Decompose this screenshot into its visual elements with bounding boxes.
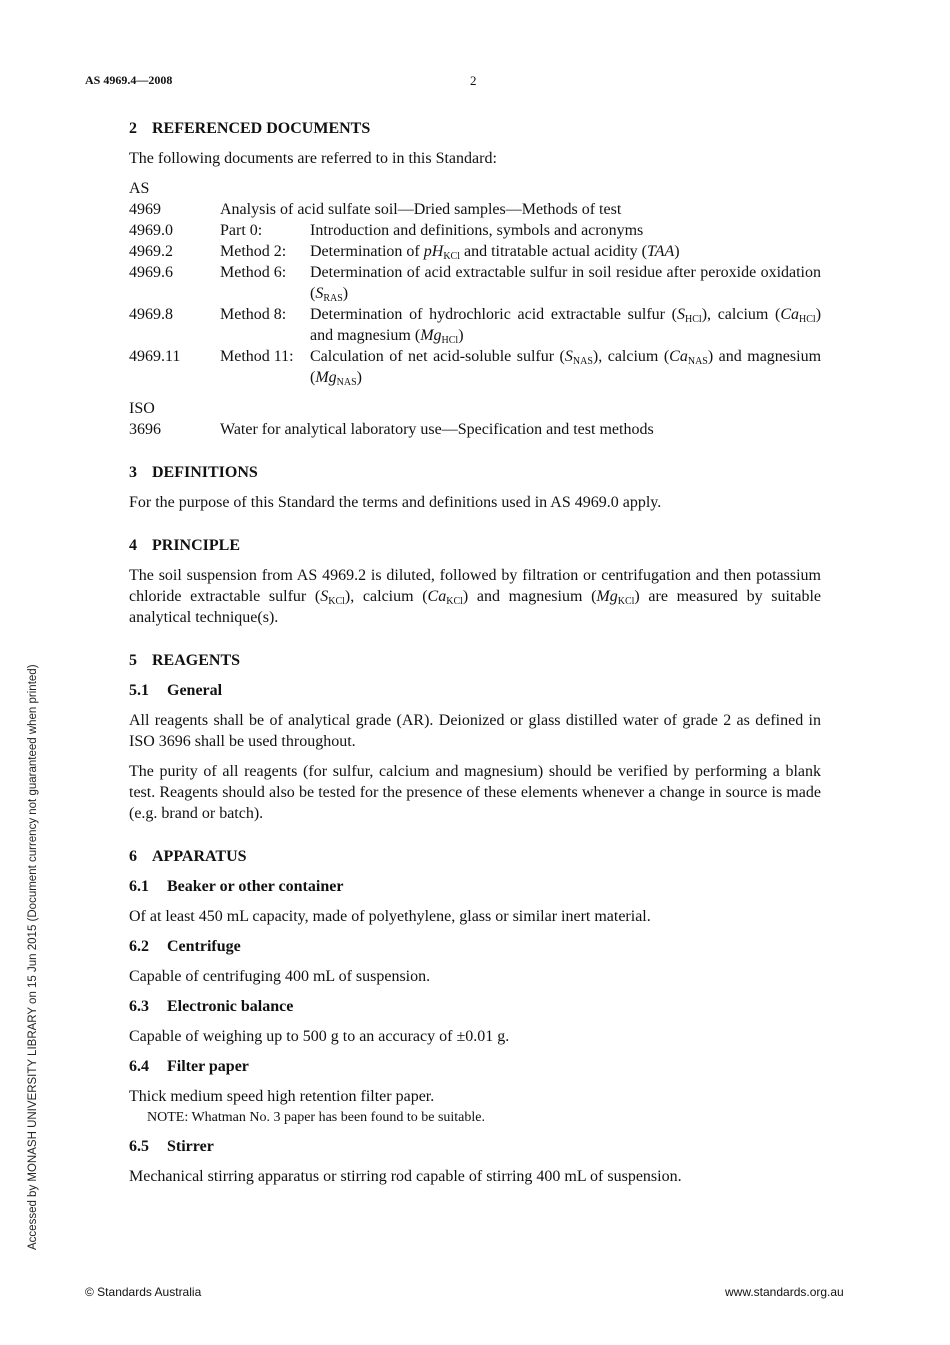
ref-number: 4969.2 [129, 243, 173, 260]
section-title: APPARATUS [152, 848, 247, 865]
subsection-6-4-note: NOTE: Whatman No. 3 paper has been found to be suitable. [147, 1110, 485, 1125]
subsection-title: Stirrer [167, 1138, 214, 1155]
ref-description: Calculation of net acid-soluble sulfur $(S_{NAS})$, calcium $(Ca_{NAS})$ and magnesium $(Mg_{NAS})$ [310, 348, 822, 388]
ref-number: 4969 [129, 201, 161, 218]
section-title: DEFINITIONS [152, 464, 258, 481]
document-body [129, 118, 821, 1187]
subsection-title: Centrifuge [167, 938, 241, 955]
ref-number: 4969.6 [129, 264, 173, 281]
ref-part: Method 11: [220, 348, 294, 365]
subsection-5-1-para-2: The purity of all reagents (for sulfur, calcium and magnesium) should be verified by performing a blank test. Reagents should also be tested for the presence of these elements whenever a change in source is made (e.g. brand or batch). [129, 763, 821, 822]
table-row [129, 220, 821, 241]
subsection-6-3-body: Capable of weighing up to 500 g to an accuracy of ±0.01 g. [129, 1028, 510, 1045]
subsection-number: 6.5 [129, 1138, 149, 1155]
subsection-6-1-heading [129, 876, 821, 897]
subsection-number: 6.3 [129, 998, 149, 1015]
section-number: 5 [129, 652, 137, 669]
section-3-heading [129, 462, 821, 483]
table-row [129, 398, 821, 419]
subsection-title: Electronic balance [167, 998, 294, 1015]
ref-part: Part 0: [220, 222, 263, 239]
section-number: 6 [129, 848, 137, 865]
section-5-heading [129, 650, 821, 671]
iso-label: ISO [129, 400, 155, 417]
ref-description: Determination of hydrochloric acid extractable sulfur $(S_{HCl})$, calcium $(Ca_{HCl})$ and magnesium $(Mg_{HCl})$ [310, 306, 822, 346]
ref-number: 4969.0 [129, 222, 173, 239]
page-number: 2 [470, 73, 477, 88]
subsection-5-1-para-1: All reagents shall be of analytical grade (AR). Deionized or glass distilled water of grade 2 as defined in ISO 3696 shall be used throughout. [129, 712, 821, 750]
section-4-heading [129, 535, 821, 556]
subsection-number: 5.1 [129, 682, 149, 699]
section-title: PRINCIPLE [152, 537, 241, 554]
ref-part: Method 6: [220, 264, 287, 281]
ref-description: Introduction and definitions, symbols and acronyms [310, 222, 644, 239]
subsection-6-3-heading [129, 996, 821, 1017]
subsection-title: Beaker or other container [167, 878, 344, 895]
subsection-6-2-heading [129, 936, 821, 957]
section-number: 2 [129, 120, 137, 137]
section-2-intro: The following documents are referred to in this Standard: [129, 150, 497, 167]
subsection-6-4-heading [129, 1056, 821, 1077]
table-row [129, 304, 821, 346]
table-row [129, 241, 821, 262]
subsection-5-1-heading [129, 680, 821, 701]
subsection-title: General [167, 682, 223, 699]
subsection-6-5-body: Mechanical stirring apparatus or stirring rod capable of stirring 400 mL of suspension. [129, 1168, 682, 1185]
ref-part: Method 8: [220, 306, 287, 323]
as-label: AS [129, 180, 150, 197]
section-4-body: The soil suspension from AS 4969.2 is diluted, followed by filtration or centrifugation and then potassium chloride extractable sulfur $(S_{KCl})$, calcium $(Ca_{KCl})$ and magnesium $(Mg_{KCl})$ are measured by suitable analytical technique(s). [129, 567, 821, 626]
access-notice: Accessed by MONASH UNIVERSITY LIBRARY on 15 Jun 2015 (Document currency not guaranteed when printed) [27, 664, 39, 1250]
subsection-6-2-body: Capable of centrifuging 400 mL of suspension. [129, 968, 431, 985]
header-standard-id: AS 4969.4—2008 [85, 73, 173, 87]
section-number: 4 [129, 537, 137, 554]
ref-number: 4969.8 [129, 306, 173, 323]
subsection-number: 6.1 [129, 878, 149, 895]
ref-description: Determination of acid extractable sulfur in soil residue after peroxide oxidation $(S_{RAS})$ [310, 264, 821, 304]
referenced-documents-table [129, 178, 821, 440]
table-row [129, 419, 821, 440]
section-6-heading [129, 846, 821, 867]
table-row [129, 346, 821, 388]
ref-number: 3696 [129, 421, 161, 438]
ref-description: Determination of $pH_{KCl}$ and titratable actual acidity (TAA) [310, 243, 680, 262]
table-row [129, 199, 821, 220]
subsection-number: 6.2 [129, 938, 149, 955]
subsection-number: 6.4 [129, 1058, 149, 1075]
table-row [129, 262, 821, 304]
footer-website-link[interactable]: www.standards.org.au [725, 1285, 844, 1299]
ref-number: 4969.11 [129, 348, 181, 365]
section-number: 3 [129, 464, 137, 481]
ref-description: Analysis of acid sulfate soil—Dried samples—Methods of test [220, 201, 622, 218]
section-3-body: For the purpose of this Standard the terms and definitions used in AS 4969.0 apply. [129, 494, 662, 511]
table-row [129, 178, 821, 199]
subsection-6-4-body: Thick medium speed high retention filter paper. [129, 1088, 435, 1105]
subsection-6-5-heading [129, 1136, 821, 1157]
ref-description: Water for analytical laboratory use—Specification and test methods [220, 421, 654, 438]
section-2-heading [129, 118, 821, 139]
ref-part: Method 2: [220, 243, 287, 260]
section-title: REAGENTS [152, 652, 241, 669]
subsection-title: Filter paper [167, 1058, 249, 1075]
section-title: REFERENCED DOCUMENTS [152, 120, 371, 137]
table-row [129, 388, 821, 398]
footer-copyright: © Standards Australia [85, 1285, 202, 1299]
subsection-6-1-body: Of at least 450 mL capacity, made of polyethylene, glass or similar inert material. [129, 908, 651, 925]
